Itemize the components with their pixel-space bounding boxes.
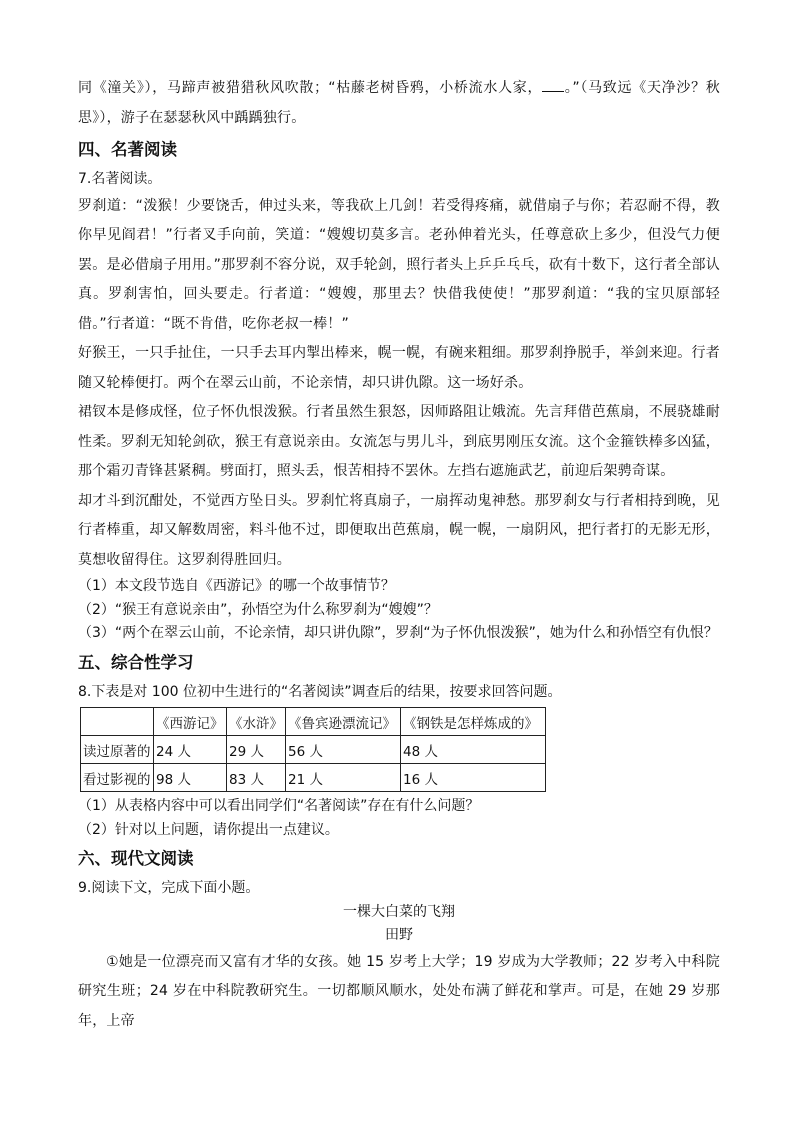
table-cell bbox=[81, 708, 154, 736]
table-cell: 98 人 bbox=[154, 764, 227, 792]
passage-paragraph: 好猴王，一只手扯住，一只手去耳内掣出棒来，幌一幌，有碗来粗细。那罗刹挣脱手，举剑来迎。行者随又轮棒便打。两个在翠云山前，不论亲情，却只讲仇隙。这一场好杀。 bbox=[78, 345, 720, 391]
table-cell: 《西游记》 bbox=[154, 708, 227, 736]
subquestion: （2）“猴王有意说亲由”，孙悟空为什么称罗刹为“嫂嫂”？ bbox=[78, 601, 438, 618]
subquestion: （3）“两个在翠云山前，不论亲情，却只讲仇隙”，罗刹“为子怀仇恨泼猴”，她为什么和孙悟空有仇恨？ bbox=[78, 625, 718, 641]
subquestion: （2）针对以上问题，请你提出一点建议。 bbox=[78, 821, 339, 838]
answer-blank[interactable] bbox=[542, 79, 564, 92]
subquestion: （1）本文段节选自《西游记》的哪一个故事情节？ bbox=[78, 578, 395, 594]
question-7: 7.名著阅读。 bbox=[78, 171, 162, 187]
table-cell: 16 人 bbox=[401, 764, 546, 792]
table-cell: 83 人 bbox=[227, 764, 286, 792]
table-header-row bbox=[81, 708, 546, 736]
table-row bbox=[81, 736, 546, 764]
poem-text-before: 同《潼关》），马蹄声被猎猎秋风吹散；“枯藤老树昏鸦，小桥流水人家， bbox=[78, 80, 543, 96]
question-9: 9.阅读下文，完成下面小题。 bbox=[78, 880, 260, 896]
subquestion: （1）从表格内容中可以看出同学们“名著阅读”存在有什么问题？ bbox=[78, 798, 480, 814]
table-cell: 21 人 bbox=[286, 764, 401, 792]
article-paragraph: ①她是一位漂亮而又富有才华的女孩。她 15 岁考上大学；19 岁成为大学教师；22 岁考入中科院研究生班；24 岁在中科院教研究生。一切都顺风顺水，处处布满了鲜花和掌声。可是，在她 29 岁那年，上帝 bbox=[78, 953, 720, 1029]
table-cell: 56 人 bbox=[286, 736, 401, 764]
table-cell: 《钢铁是怎样炼成的》 bbox=[401, 708, 546, 736]
section-heading-5: 五、综合性学习 bbox=[78, 652, 194, 672]
table-cell: 读过原著的 bbox=[81, 736, 154, 764]
poem-paragraph bbox=[78, 74, 720, 133]
passage-paragraph: 裙钗本是修成怪，位子怀仇恨泼猴。行者虽然生狠怒，因师路阻让娥流。先言拜借芭蕉扇，不展骁雄耐性柔。罗刹无知轮剑砍，猴王有意说亲由。女流怎与男儿斗，到底男刚压女流。这个金箍铁棒多凶猛，那个霜刃青锋甚紧稠。劈面打，照头丢，恨苦相持不罢休。左挡右遮施武艺，前迎后架骋奇谋。 bbox=[78, 404, 720, 479]
section-heading-4: 四、名著阅读 bbox=[78, 140, 177, 159]
table-cell: 48 人 bbox=[401, 736, 546, 764]
table-cell: 《水浒》 bbox=[227, 708, 286, 736]
passage-paragraph: 却才斗到沉酣处，不觉西方坠日头。罗刹忙将真扇子，一扇挥动鬼神愁。那罗刹女与行者相持到晚，见行者棒重，却又解数周密，料斗他不过，即便取出芭蕉扇，幌一幌，一扇阴风，把行者打的无影无形，莫想收留得住。这罗刹得胜回归。 bbox=[78, 492, 720, 568]
table-cell: 24 人 bbox=[154, 736, 227, 764]
article-title: 一棵大白菜的飞翔 bbox=[343, 903, 455, 920]
table-cell: 看过影视的 bbox=[81, 764, 154, 792]
passage-paragraph: 罗刹道：“泼猴！少要饶舌，伸过头来，等我砍上几剑！若受得疼痛，就借扇子与你；若忍耐不得，教你早见阎君！”行者叉手向前，笑道：“嫂嫂切莫多言。老孙伸着光头，任尊意砍上多少，但没气力便罢。是必借扇子用用。”那罗刹不容分说，双手轮剑，照行者头上乒乒乓乓，砍有十数下，这行者全部认真。罗刹害怕，回头要走。行者道：“嫂嫂，那里去？快借我使使！”那罗刹道：“我的宝贝原部轻借。”行者道：“既不肯借，吃你老叔一棒！” bbox=[78, 197, 720, 332]
poem-text-after: 。”（马致远《天净沙？秋思》），游子在瑟瑟秋风中踽踽独行。 bbox=[78, 80, 720, 126]
survey-table bbox=[80, 707, 546, 792]
document-page bbox=[78, 74, 720, 1036]
question-8: 8.下表是对 100 位初中生进行的“名著阅读”调查后的结果，按要求回答问题。 bbox=[78, 683, 562, 700]
table-row bbox=[81, 764, 546, 792]
article-author: 田野 bbox=[385, 927, 413, 943]
section-heading-6: 六、现代文阅读 bbox=[78, 849, 194, 868]
table-cell: 《鲁宾逊漂流记》 bbox=[286, 708, 401, 736]
table-cell: 29 人 bbox=[227, 736, 286, 764]
